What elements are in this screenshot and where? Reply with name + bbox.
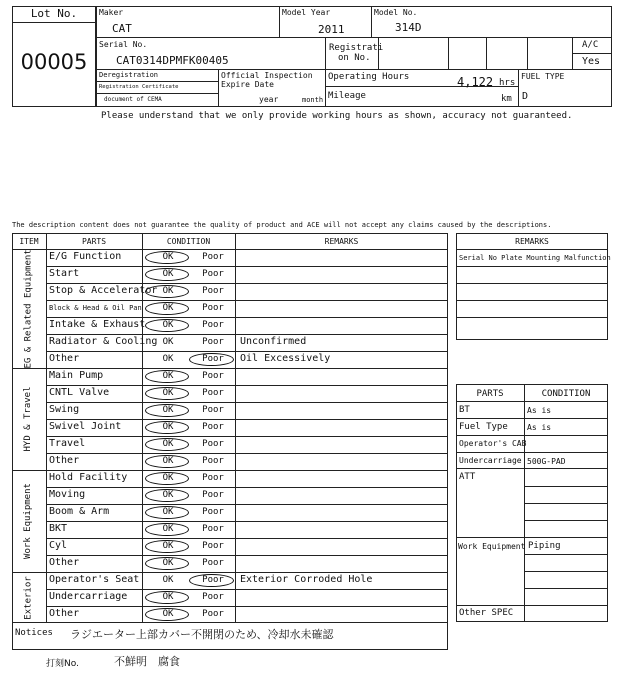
ok-option[interactable]: OK — [162, 609, 174, 619]
part-name: Travel — [49, 438, 86, 449]
serial-value: CAT0314DPMFK00405 — [116, 54, 229, 67]
part-name: Swing — [49, 404, 80, 415]
hours-accuracy-note: Please understand that we only provide working hours as shown, accuracy not guaranteed. — [101, 111, 573, 121]
ok-option[interactable]: OK — [162, 439, 174, 449]
part-name: BKT — [49, 523, 68, 534]
ok-option[interactable]: OK — [162, 303, 174, 313]
ok-selected-circle — [145, 251, 189, 264]
ok-selected-circle — [145, 404, 189, 417]
deregistration-label: Deregistration — [99, 71, 159, 79]
ok-selected-circle — [145, 421, 189, 434]
part-name: Main Pump — [49, 370, 104, 381]
part-name: Moving — [49, 489, 86, 500]
header-parts: PARTS — [81, 237, 107, 246]
ok-selected-circle — [145, 285, 189, 298]
ac-label: A/C — [582, 40, 599, 50]
inspection-label-2: Expire Date — [221, 80, 274, 89]
ok-selected-circle — [145, 591, 189, 604]
poor-option[interactable]: Poor — [202, 490, 224, 500]
poor-selected-circle — [189, 353, 234, 366]
maker-value: CAT — [112, 22, 132, 35]
ok-selected-circle — [145, 370, 189, 383]
spec-condition-fuel-type: As is — [527, 423, 552, 432]
operating-hours-label: Operating Hours — [328, 72, 410, 82]
side-remark-1: Serial No Plate Mounting Malfunction — [459, 254, 611, 262]
ok-option[interactable]: OK — [162, 286, 174, 296]
mileage-label: Mileage — [328, 91, 366, 101]
part-name: Undercarriage — [49, 591, 128, 602]
ok-option[interactable]: OK — [162, 473, 174, 483]
poor-option[interactable]: Poor — [202, 269, 224, 279]
spec-work-equipment-value: Piping — [528, 541, 561, 551]
registration-label-2: on No. — [338, 53, 371, 63]
part-name: Radiator & Cooling — [49, 336, 158, 347]
ok-selected-circle — [145, 319, 189, 332]
stamp-label: 打刻No. — [46, 659, 79, 669]
spec-work-equipment-label: Work Equipment — [458, 542, 526, 551]
poor-option[interactable]: Poor — [202, 439, 224, 449]
ok-option[interactable]: OK — [162, 269, 174, 279]
ok-selected-circle — [145, 608, 189, 621]
group-label: Work Equipment — [23, 483, 33, 559]
year-label: year — [259, 95, 279, 104]
poor-selected-circle — [189, 574, 234, 587]
ok-option[interactable]: OK — [162, 388, 174, 398]
ok-option[interactable]: OK — [162, 405, 174, 415]
header-remarks: REMARKS — [324, 237, 359, 246]
poor-option[interactable]: Poor — [202, 541, 224, 551]
operating-hours-value: 4,122 — [457, 75, 494, 89]
poor-option[interactable]: Poor — [202, 320, 224, 330]
spec-part-undercarriage: Undercarriage — [459, 456, 522, 465]
ok-selected-circle — [145, 489, 189, 502]
ok-option[interactable]: OK — [162, 558, 174, 568]
ok-selected-circle — [145, 438, 189, 451]
part-name: Swivel Joint — [49, 421, 122, 432]
km-unit: km — [501, 94, 512, 104]
poor-option[interactable]: Poor — [202, 524, 224, 534]
poor-option[interactable]: Poor — [202, 558, 224, 568]
ok-selected-circle — [145, 506, 189, 519]
header-item: ITEM — [19, 237, 39, 246]
ok-option[interactable]: OK — [162, 541, 174, 551]
remark-text: Unconfirmed — [240, 336, 307, 347]
lot-number: 00005 — [20, 50, 88, 74]
model-year-label: Model Year — [282, 8, 331, 17]
ok-option[interactable]: OK — [162, 252, 174, 262]
group-label: HYD & Travel — [23, 386, 33, 452]
ok-selected-circle — [145, 540, 189, 553]
ac-value: Yes — [582, 56, 601, 67]
poor-option[interactable]: Poor — [202, 609, 224, 619]
part-name: Other — [49, 455, 80, 466]
poor-option[interactable]: Poor — [202, 507, 224, 517]
ok-option[interactable]: OK — [162, 456, 174, 466]
side-remarks-header: REMARKS — [515, 237, 549, 246]
part-name: Cyl — [49, 540, 68, 551]
poor-option[interactable]: Poor — [202, 337, 224, 347]
cema-document-label: document of CEMA — [104, 96, 162, 103]
fuel-type-value: D — [522, 91, 529, 102]
month-label: month — [302, 96, 324, 104]
fuel-type-label: FUEL TYPE — [521, 72, 565, 81]
part-name: Other — [49, 557, 80, 568]
part-name: Stop & Accelerator — [49, 285, 158, 296]
ok-option[interactable]: OK — [162, 320, 174, 330]
ok-option[interactable]: OK — [162, 524, 174, 534]
poor-option[interactable]: Poor — [202, 388, 224, 398]
notices-label: Notices — [15, 628, 53, 638]
part-name: Other — [49, 353, 80, 364]
stamp-value: 不鮮明 腐食 — [114, 655, 180, 668]
ok-option[interactable]: OK — [162, 575, 174, 585]
spec-other-label: Other SPEC — [459, 608, 514, 618]
registration-certificate-label: Registration Certificate — [99, 84, 179, 90]
part-name: E/G Function — [49, 251, 122, 262]
group-label: EG & Related Equipment — [23, 248, 33, 368]
part-name: Operator's Seat — [49, 574, 140, 585]
remark-text: Oil Excessively — [240, 353, 331, 364]
model-no-label: Model No. — [374, 8, 418, 17]
lot-label: Lot No. — [30, 7, 78, 20]
ok-option[interactable]: OK — [162, 422, 174, 432]
spec-parts-header: PARTS — [476, 389, 504, 399]
group-label: Exterior — [23, 575, 33, 620]
part-name: Boom & Arm — [49, 506, 110, 517]
registration-label-1: Registrati — [329, 43, 384, 53]
model-year-value: 2011 — [318, 23, 345, 36]
model-no-value: 314D — [395, 21, 422, 34]
header-condition: CONDITION — [166, 237, 211, 246]
remark-text: Exterior Corroded Hole — [240, 574, 373, 585]
poor-option[interactable]: Poor — [202, 575, 224, 585]
ok-selected-circle — [145, 387, 189, 400]
ok-option[interactable]: OK — [162, 354, 174, 364]
poor-option[interactable]: Poor — [202, 422, 224, 432]
spec-att-label: ATT — [459, 472, 476, 482]
ok-option[interactable]: OK — [162, 337, 174, 347]
poor-option[interactable]: Poor — [202, 473, 224, 483]
ok-selected-circle — [145, 557, 189, 570]
spec-part-operator-cab: Operator's CAB — [459, 439, 527, 448]
serial-label: Serial No. — [99, 40, 148, 49]
part-name: Hold Facility — [49, 472, 128, 483]
poor-option[interactable]: Poor — [202, 456, 224, 466]
inspection-label-1: Official Inspection — [221, 71, 313, 80]
part-name: Start — [49, 268, 80, 279]
poor-option[interactable]: Poor — [202, 592, 224, 602]
hrs-unit: hrs — [499, 78, 516, 88]
ok-option[interactable]: OK — [162, 490, 174, 500]
part-name: Other — [49, 608, 80, 619]
ok-selected-circle — [145, 455, 189, 468]
spec-part-fuel-type: Fuel Type — [459, 422, 508, 432]
ok-selected-circle — [145, 523, 189, 536]
ok-selected-circle — [145, 302, 189, 315]
poor-option[interactable]: Poor — [202, 371, 224, 381]
ok-option[interactable]: OK — [162, 592, 174, 602]
poor-option[interactable]: Poor — [202, 354, 224, 364]
poor-option[interactable]: Poor — [202, 405, 224, 415]
ok-option[interactable]: OK — [162, 371, 174, 381]
part-name: Intake & Exhaust — [49, 319, 146, 330]
notices-text: ラジエーター上部カバー不開閉のため、冷却水未確認 — [70, 628, 334, 641]
poor-option[interactable]: Poor — [202, 303, 224, 313]
part-name: CNTL Valve — [49, 387, 110, 398]
poor-option[interactable]: Poor — [202, 286, 224, 296]
ok-selected-circle — [145, 472, 189, 485]
part-name: Block & Head & Oil Pan — [49, 304, 142, 312]
poor-option[interactable]: Poor — [202, 252, 224, 262]
ok-option[interactable]: OK — [162, 507, 174, 517]
spec-part-bt: BT — [459, 405, 470, 415]
spec-condition-bt: As is — [527, 406, 552, 415]
spec-condition-undercarriage: 500G-PAD — [527, 457, 566, 466]
maker-label: Maker — [99, 8, 124, 17]
ok-selected-circle — [145, 268, 189, 281]
disclaimer-text: The description content does not guarantee the quality of product and ACE will not accept any claims caused by the descriptions. — [12, 221, 552, 229]
spec-condition-header: CONDITION — [541, 389, 591, 399]
